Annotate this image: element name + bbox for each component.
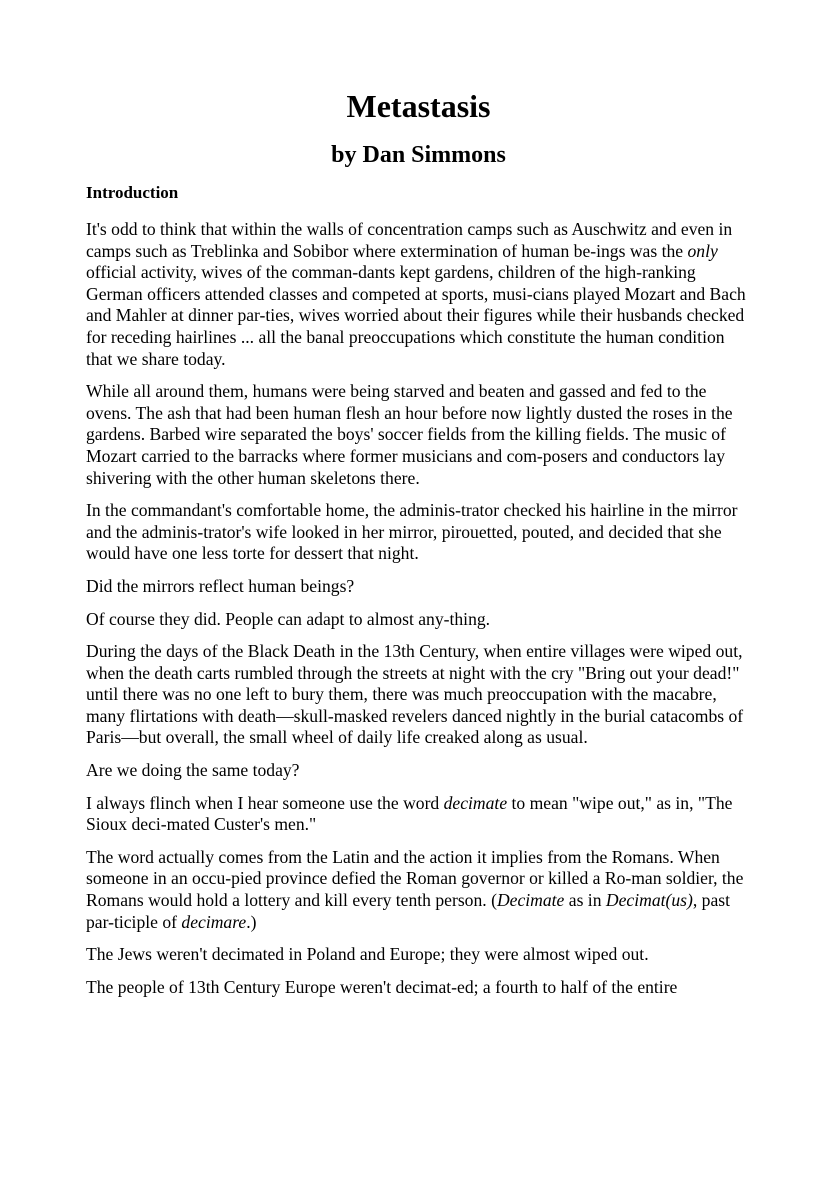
text-run: Did the mirrors reflect human beings? — [86, 575, 355, 596]
italic-text: decimate — [443, 792, 508, 813]
italic-text: Decimat(us) — [605, 890, 693, 911]
text-run: In the commandant's comfortable home, the adminis-trator checked his hairline in the mirror and the adminis-trator's wife looked in her mirror, pirouetted, pouted, and decided that she would have one less torte for dessert that night. — [86, 500, 738, 564]
paragraph — [86, 381, 751, 489]
paragraph — [86, 944, 751, 966]
text-run: Are we doing the same today? — [86, 760, 300, 781]
italic-text: only — [687, 240, 718, 261]
paragraph — [86, 793, 751, 836]
text-run: During the days of the Black Death in the 13th Century, when entire villages were wiped out, when the death carts rumbled through the streets at night with the cry "Bring out your dead!" until there was no one left to bury them, there was much preoccupation with the macabre, many flirtations with death—skull-masked revelers danced nightly in the burial catacombs of Paris—but overall, the small wheel of daily life creaked along as usual. — [86, 641, 744, 748]
paragraph — [86, 760, 751, 782]
paragraph — [86, 576, 751, 598]
section-heading: Introduction — [86, 183, 179, 202]
paragraph — [86, 641, 751, 749]
paragraph — [86, 977, 751, 999]
document-title: Metastasis — [346, 88, 491, 124]
author-byline: by Dan Simmons — [331, 142, 506, 168]
text-run: to mean "wipe out," as in, "The Sioux deci-mated Custer's men." — [86, 792, 733, 835]
paragraph — [86, 500, 751, 565]
text-run: The people of 13th Century Europe weren't decimat-ed; a fourth to half of the entire — [86, 976, 678, 997]
text-run: as in — [564, 890, 606, 911]
text-run: I always flinch when I hear someone use the word — [86, 792, 444, 813]
italic-text: Decimate — [496, 890, 565, 911]
text-run: The word actually comes from the Latin and the action it implies from the Romans. When someone in an occu-pied province defied the Roman governor or killed a Ro-man soldier, the Romans would hold a lottery and kill every tenth person. ( — [86, 846, 744, 911]
text-run: Of course they did. People can adapt to almost any-thing. — [86, 608, 491, 629]
paragraph — [86, 847, 751, 933]
text-run: official activity, wives of the comman-dants kept gardens, children of the high-ranking German officers attended classes and competed at sports, musi-cians played Mozart and Bach and Mahler at dinner par-ties, wives worried about their figures while their husbands checked for receding hairlines ... all the banal preoccupations which constitute the human condition that we share today. — [86, 262, 746, 369]
italic-text: decimare — [181, 911, 247, 932]
paragraph — [86, 219, 751, 370]
body-text — [86, 219, 751, 998]
paragraph — [86, 609, 751, 631]
text-run: , past par-ticiple of — [86, 890, 731, 932]
text-run: It's odd to think that within the walls of concentration camps such as Auschwitz and even in camps such as Treblinka and Sobibor where extermination of human be-ings was the — [86, 219, 733, 261]
text-run: While all around them, humans were being starved and beaten and gassed and fed to the ovens. The ash that had been human flesh an hour before now lightly dusted the roses in the gardens. Barbed wire separated the boys' soccer fields from the killing fields. The music of Mozart carried to the barracks where former musicians and com-posers and conductors lay shivering with the other human skeletons there. — [86, 381, 733, 488]
text-run: The Jews weren't decimated in Poland and Europe; they were almost wiped out. — [86, 944, 649, 965]
text-run: .) — [246, 911, 257, 932]
